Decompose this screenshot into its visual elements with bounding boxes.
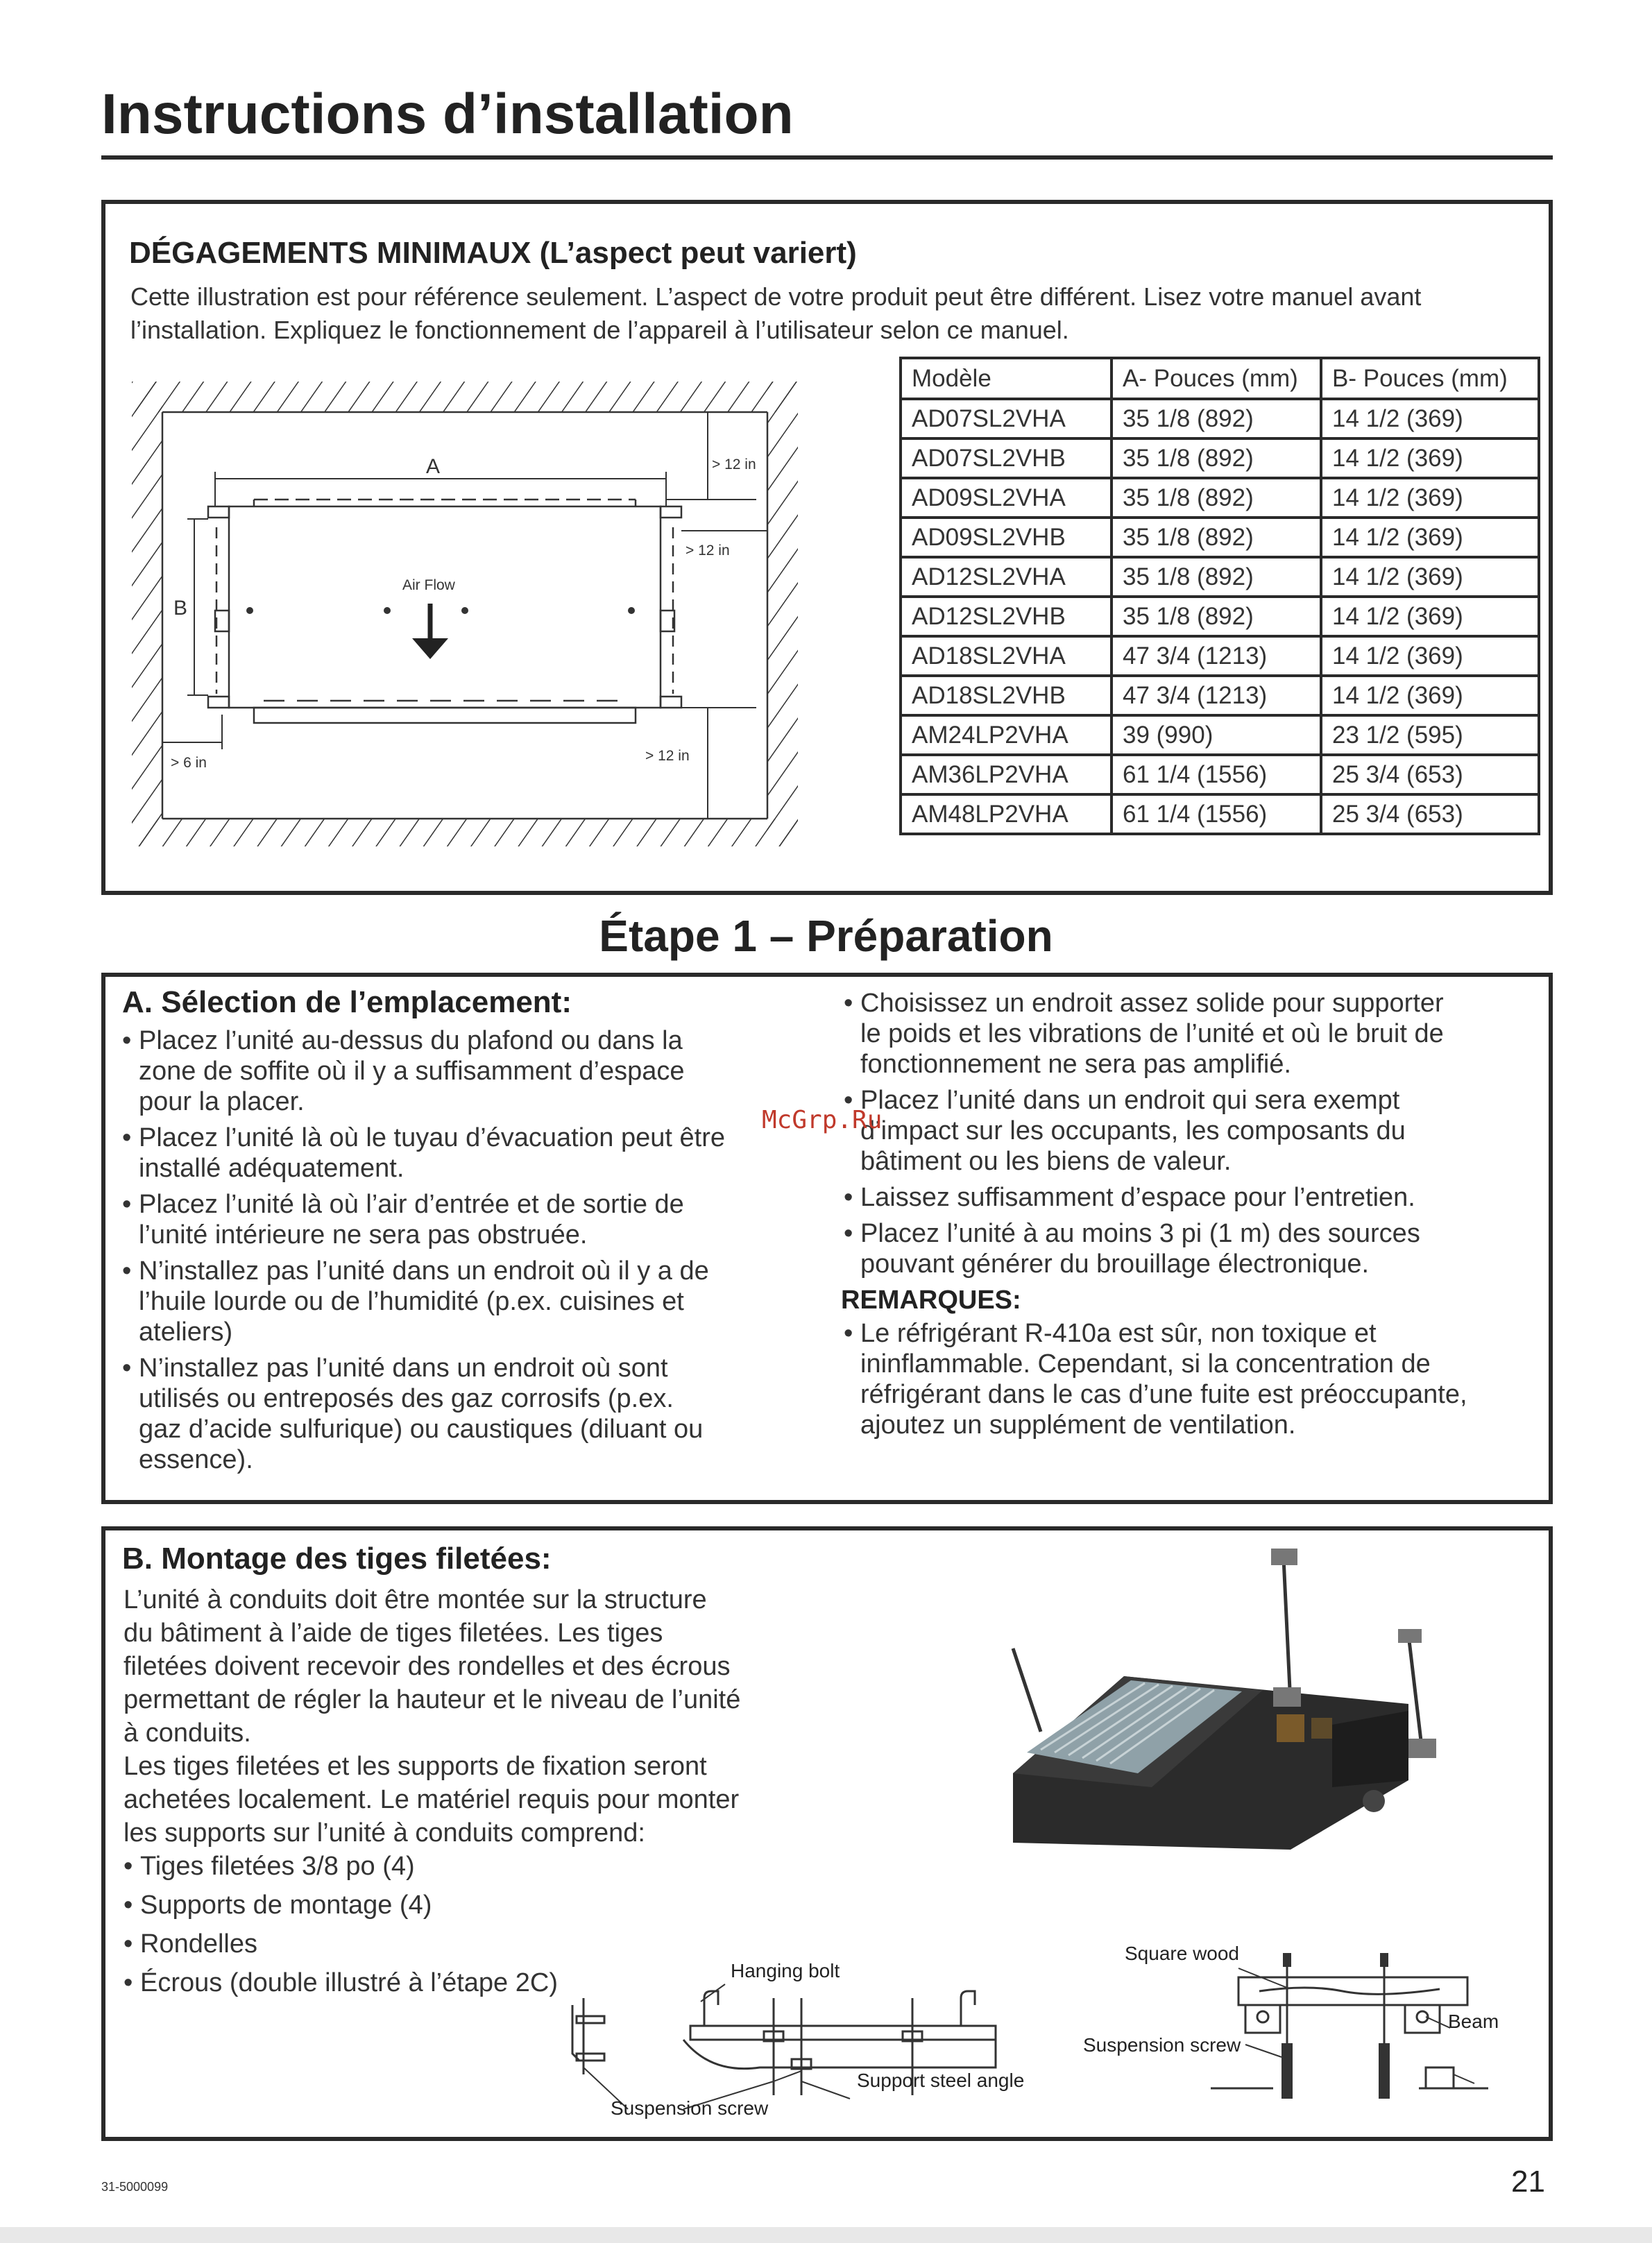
list-item-line: d’impact sur les occupants, les composants du: [860, 1116, 1406, 1145]
list-item-line: essence).: [139, 1445, 253, 1474]
paragraph-line: à conduits.: [124, 1719, 251, 1748]
watermark: McGrp.Ru: [762, 1106, 883, 1134]
paragraph-line: Les tiges filetées et les supports de fixation seront: [124, 1752, 707, 1781]
list-item-line: • Placez l’unité là où l’air d’entrée et de sortie de: [139, 1190, 684, 1219]
left-clearance: > 6 in: [171, 755, 207, 771]
section-a-left-list: [122, 1025, 774, 1481]
air-flow-label: Air Flow: [402, 577, 455, 593]
table-row: [901, 557, 1539, 597]
list-item: [122, 1025, 774, 1117]
a-cell: 61 1/4 (1556): [1112, 794, 1321, 834]
list-item-line: ajoutez un supplément de ventilation.: [860, 1410, 1296, 1440]
model-cell: AM24LP2VHA: [901, 715, 1112, 755]
page-title: Instructions d’installation: [101, 83, 794, 146]
list-item-line: l’huile lourde ou de l’humidité (p.ex. cuisines et: [139, 1287, 684, 1316]
list-item: • Tiges filetées 3/8 po (4): [124, 1850, 817, 1883]
list-item-line: utilisés ou entreposés des gaz corrosifs (p.ex.: [139, 1384, 674, 1413]
b-cell: 23 1/2 (595): [1321, 715, 1539, 755]
list-item-line: • Placez l’unité à au moins 3 pi (1 m) des sources: [860, 1219, 1420, 1248]
b-cell: 14 1/2 (369): [1321, 597, 1539, 636]
label-b: B: [173, 597, 188, 620]
list-item-line: • Placez l’unité là où le tuyau d’évacuation peut être: [139, 1123, 725, 1152]
a-cell: 61 1/4 (1556): [1112, 755, 1321, 794]
page-number: 21: [1511, 2165, 1545, 2199]
step-title: Étape 1 – Préparation: [599, 911, 1053, 961]
list-item-line: • Placez l’unité au-dessus du plafond ou dans la: [139, 1026, 683, 1055]
b-cell: 25 3/4 (653): [1321, 755, 1539, 794]
a-cell: 35 1/8 (892): [1112, 597, 1321, 636]
header-a: A- Pouces (mm): [1112, 358, 1321, 399]
model-cell: AM36LP2VHA: [901, 755, 1112, 794]
list-item-line: ininflammable. Cependant, si la concentration de: [860, 1349, 1431, 1379]
list-item: [844, 1085, 1538, 1177]
table-row: [901, 755, 1539, 794]
model-cell: AD18SL2VHA: [901, 636, 1112, 676]
model-cell: AD12SL2VHB: [901, 597, 1112, 636]
suspension-screw-label-left: Suspension screw: [611, 2097, 769, 2119]
list-item: [122, 1189, 774, 1250]
a-cell: 35 1/8 (892): [1112, 518, 1321, 557]
clearances-description: [130, 280, 1553, 347]
right-wall-hatch: [767, 382, 798, 846]
section-a-right-list: [844, 988, 1538, 1279]
list-item: [122, 1256, 774, 1347]
model-cell: AD18SL2VHB: [901, 676, 1112, 715]
b-cell: 14 1/2 (369): [1321, 676, 1539, 715]
floor-hatch: [132, 819, 798, 846]
clearances-desc-line-2: l’installation. Expliquez le fonctionnement de l’appareil à l’utilisateur selon ce manuel.: [130, 316, 1069, 344]
top-clearance: > 12 in: [712, 457, 756, 472]
a-cell: 35 1/8 (892): [1112, 557, 1321, 597]
list-item-line: • Laissez suffisamment d’espace pour l’entretien.: [860, 1183, 1415, 1212]
b-cell: 14 1/2 (369): [1321, 518, 1539, 557]
section-b-title: B. Montage des tiges filetées:: [122, 1542, 552, 1576]
b-cell: 25 3/4 (653): [1321, 794, 1539, 834]
list-item-line: • N’installez pas l’unité dans un endroit où sont: [139, 1354, 668, 1383]
remarks-list: [844, 1318, 1538, 1440]
support-angle-label: Support steel angle: [857, 2070, 1025, 2091]
clearances-desc-line-1: Cette illustration est pour référence seulement. L’aspect de votre produit peut être différent. Lisez votre manuel avant: [130, 282, 1422, 311]
hanging-bolt-diagram: [552, 1956, 1051, 2130]
header-b: B- Pouces (mm): [1321, 358, 1539, 399]
indoor-unit: [208, 500, 681, 723]
b-cell: 14 1/2 (369): [1321, 636, 1539, 676]
unit-body: [1013, 1676, 1408, 1850]
bottom-strip: [0, 2227, 1652, 2243]
a-cell: 47 3/4 (1213): [1112, 676, 1321, 715]
air-flow-arrowhead: [412, 638, 448, 659]
list-item-line: le poids et les vibrations de l’unité et où le bruit de: [860, 1019, 1444, 1048]
list-item-line: • N’installez pas l’unité dans un endroit où il y a de: [139, 1256, 709, 1286]
a-cell: 35 1/8 (892): [1112, 438, 1321, 478]
table-body: [901, 399, 1539, 834]
clearance-diagram: [132, 382, 805, 846]
list-item-line: • Placez l’unité dans un endroit qui sera exempt: [860, 1086, 1400, 1115]
beam-label: Beam: [1448, 2011, 1499, 2032]
beam-mount-diagram: [1079, 1939, 1523, 2120]
table-row: [901, 478, 1539, 518]
section-a-title: A. Sélection de l’emplacement:: [122, 985, 572, 1019]
list-item: [122, 1123, 774, 1184]
title-rule: [101, 155, 1553, 160]
paragraph-line: achetées localement. Le matériel requis pour monter: [124, 1785, 740, 1814]
table-row: [901, 715, 1539, 755]
right-clearance: > 12 in: [686, 543, 730, 558]
list-item-line: ateliers): [139, 1317, 233, 1347]
model-cell: AD09SL2VHB: [901, 518, 1112, 557]
paragraph-line: du bâtiment à l’aide de tiges filetées. Les tiges: [124, 1619, 663, 1648]
list-item-line: réfrigérant dans le cas d’une fuite est préoccupante,: [860, 1380, 1467, 1409]
list-item-line: l’unité intérieure ne sera pas obstruée.: [139, 1220, 588, 1250]
a-cell: 39 (990): [1112, 715, 1321, 755]
model-cell: AM48LP2VHA: [901, 794, 1112, 834]
left-wall-hatch: [132, 382, 162, 846]
section-b-paragraph: [124, 1583, 817, 1850]
list-item: [844, 1318, 1538, 1440]
square-wood-label: Square wood: [1125, 1943, 1240, 1964]
a-cell: 35 1/8 (892): [1112, 399, 1321, 438]
hanging-bolt-label: Hanging bolt: [731, 1960, 840, 1981]
paragraph-line: les supports sur l’unité à conduits comprend:: [124, 1818, 645, 1848]
b-cell: 14 1/2 (369): [1321, 399, 1539, 438]
a-cell: 35 1/8 (892): [1112, 478, 1321, 518]
clearance-table: [899, 357, 1540, 835]
table-row: [901, 399, 1539, 438]
section-b-text: [124, 1583, 817, 2005]
paragraph-line: L’unité à conduits doit être montée sur la structure: [124, 1585, 707, 1614]
remarks-title: REMARQUES:: [841, 1286, 1021, 1315]
list-item-line: pour la placer.: [139, 1087, 305, 1116]
b-cell: 14 1/2 (369): [1321, 557, 1539, 597]
table-header-row: [901, 358, 1539, 399]
bottom-clearance: > 12 in: [645, 748, 690, 764]
list-item: [122, 1353, 774, 1475]
ducted-unit-illustration: [999, 1544, 1471, 1870]
model-cell: AD09SL2VHA: [901, 478, 1112, 518]
list-item-line: fonctionnement ne sera pas amplifié.: [860, 1050, 1292, 1079]
list-item: • Rondelles: [124, 1927, 817, 1961]
suspension-screw-label-right: Suspension screw: [1083, 2034, 1241, 2056]
model-cell: AD07SL2VHA: [901, 399, 1112, 438]
list-item: [844, 1218, 1538, 1279]
section-a-right-column: [841, 988, 1538, 1446]
list-item-line: zone de soffite où il y a suffisamment d’espace: [139, 1057, 685, 1086]
table-row: [901, 636, 1539, 676]
list-item-line: installé adéquatement.: [139, 1154, 405, 1183]
list-item-line: • Le réfrigérant R-410a est sûr, non toxique et: [860, 1319, 1377, 1348]
ceiling-hatch: [132, 382, 798, 412]
a-cell: 47 3/4 (1213): [1112, 636, 1321, 676]
list-item: [844, 1182, 1538, 1213]
list-item-line: bâtiment ou les biens de valeur.: [860, 1147, 1232, 1176]
paragraph-line: filetées doivent recevoir des rondelles et des écrous: [124, 1652, 731, 1681]
list-item-line: gaz d’acide sulfurique) ou caustiques (diluant ou: [139, 1415, 704, 1444]
paragraph-line: permettant de régler la hauteur et le niveau de l’unité: [124, 1685, 741, 1714]
table-row: [901, 518, 1539, 557]
table-row: [901, 438, 1539, 478]
list-item-line: • Choisissez un endroit assez solide pour supporter: [860, 989, 1444, 1018]
clearances-title: DÉGAGEMENTS MINIMAUX (L’aspect peut variert): [129, 236, 857, 270]
table-row: [901, 676, 1539, 715]
label-a: A: [426, 455, 441, 478]
list-item: • Écrous (double illustré à l’étape 2C): [124, 1966, 817, 1999]
list-item-line: pouvant générer du brouillage électronique.: [860, 1250, 1370, 1279]
header-model: Modèle: [901, 358, 1112, 399]
list-item: [844, 988, 1538, 1080]
table-row: [901, 794, 1539, 834]
b-cell: 14 1/2 (369): [1321, 478, 1539, 518]
model-cell: AD07SL2VHB: [901, 438, 1112, 478]
b-cell: 14 1/2 (369): [1321, 438, 1539, 478]
list-item: • Supports de montage (4): [124, 1888, 817, 1922]
footer-code: 31-5000099: [101, 2180, 169, 2194]
model-cell: AD12SL2VHA: [901, 557, 1112, 597]
table-row: [901, 597, 1539, 636]
